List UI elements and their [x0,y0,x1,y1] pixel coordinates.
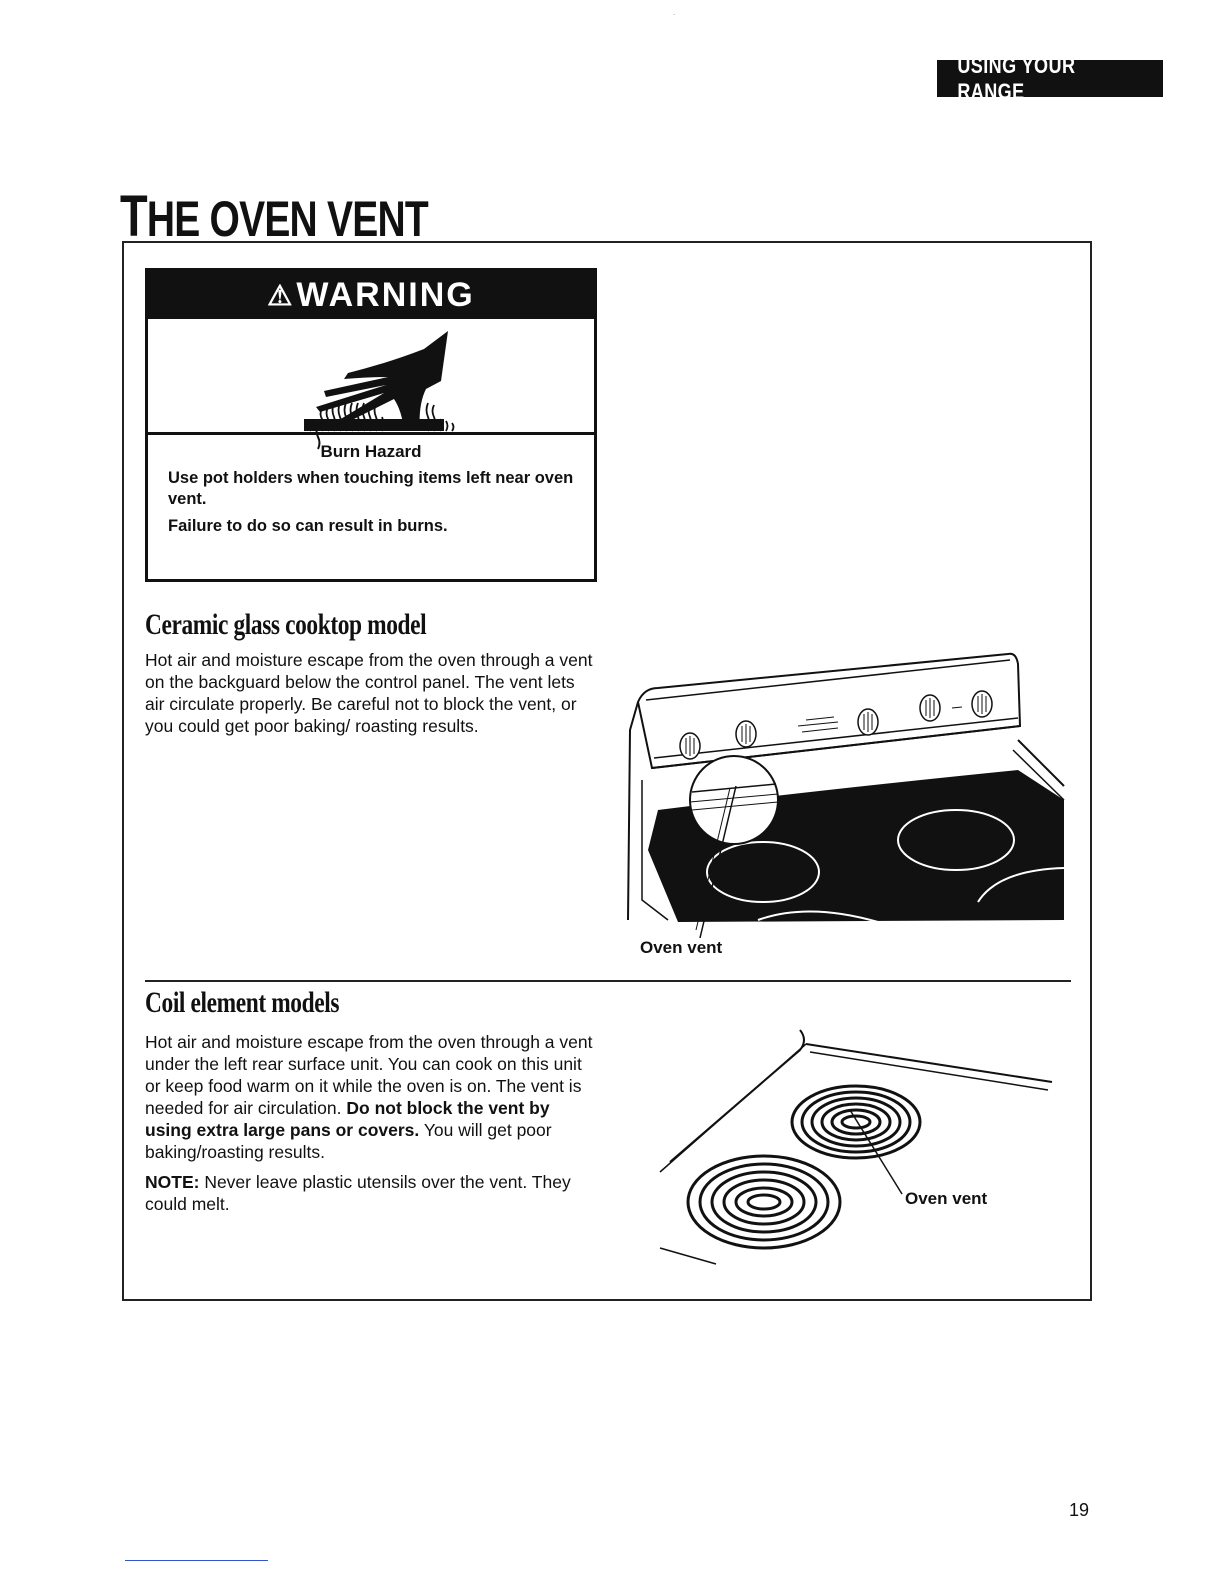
title-rest: HE OVEN VENT [146,191,428,247]
coil-note [145,1171,595,1215]
ceramic-paragraph: Hot air and moisture escape from the oven through a vent on the backguard below the control panel. The vent lets air circulate properly. Be careful not to block the vent, or you could get poor baking/ roasting results. [145,650,593,736]
warning-text [148,435,594,537]
page-number: 19 [1069,1500,1090,1520]
coil-body [145,1031,595,1223]
coil-oven-vent-callout: Oven vent [905,1189,988,1208]
coil-element-illustration [640,1030,1060,1270]
coil-text-bold: Do not block the vent by using extra large pans or covers. [145,1098,550,1140]
scan-mark: . [673,8,676,17]
ceramic-cooktop-illustration [618,640,1068,940]
coil-paragraph [145,1031,595,1163]
coil-heading: Coil element models [145,986,340,1019]
title-cap-letter: T [120,184,147,249]
page-title [120,184,428,249]
warning-box [145,268,597,582]
warning-triangle-icon: ⚠ [267,279,295,311]
section-tab [937,52,1163,104]
ceramic-oven-vent-callout: Oven vent [640,938,723,957]
warning-header [148,271,594,319]
ceramic-heading: Ceramic glass cooktop model [145,608,427,641]
hot-surface-hand-icon [148,319,600,432]
hot-surface-bar [304,419,444,431]
footer-link-line[interactable] [125,1560,268,1561]
section-divider [145,980,1071,982]
coil-text-1: Hot air and moisture escape from the oven through a vent under the left rear surface unit. You can cook on this unit or keep food warm on it while the oven is on. The vent is needed for air circulation. [145,1032,593,1118]
note-label: NOTE: [145,1172,200,1192]
note-text: Never leave plastic utensils over the vent. They could melt. [145,1172,571,1214]
warning-label: WARNING [296,275,475,314]
ceramic-body [145,649,595,745]
warning-line-2: Failure to do so can result in burns. [168,517,448,535]
hazard-title: Burn Hazard [320,442,422,461]
coil-text-2: You will get poor baking/roasting results. [145,1120,552,1162]
warning-line-1: Use pot holders when touching items left near oven vent. [168,469,574,508]
warning-pictogram [148,319,594,435]
section-tab-label: USING YOUR RANGE [957,52,1076,104]
